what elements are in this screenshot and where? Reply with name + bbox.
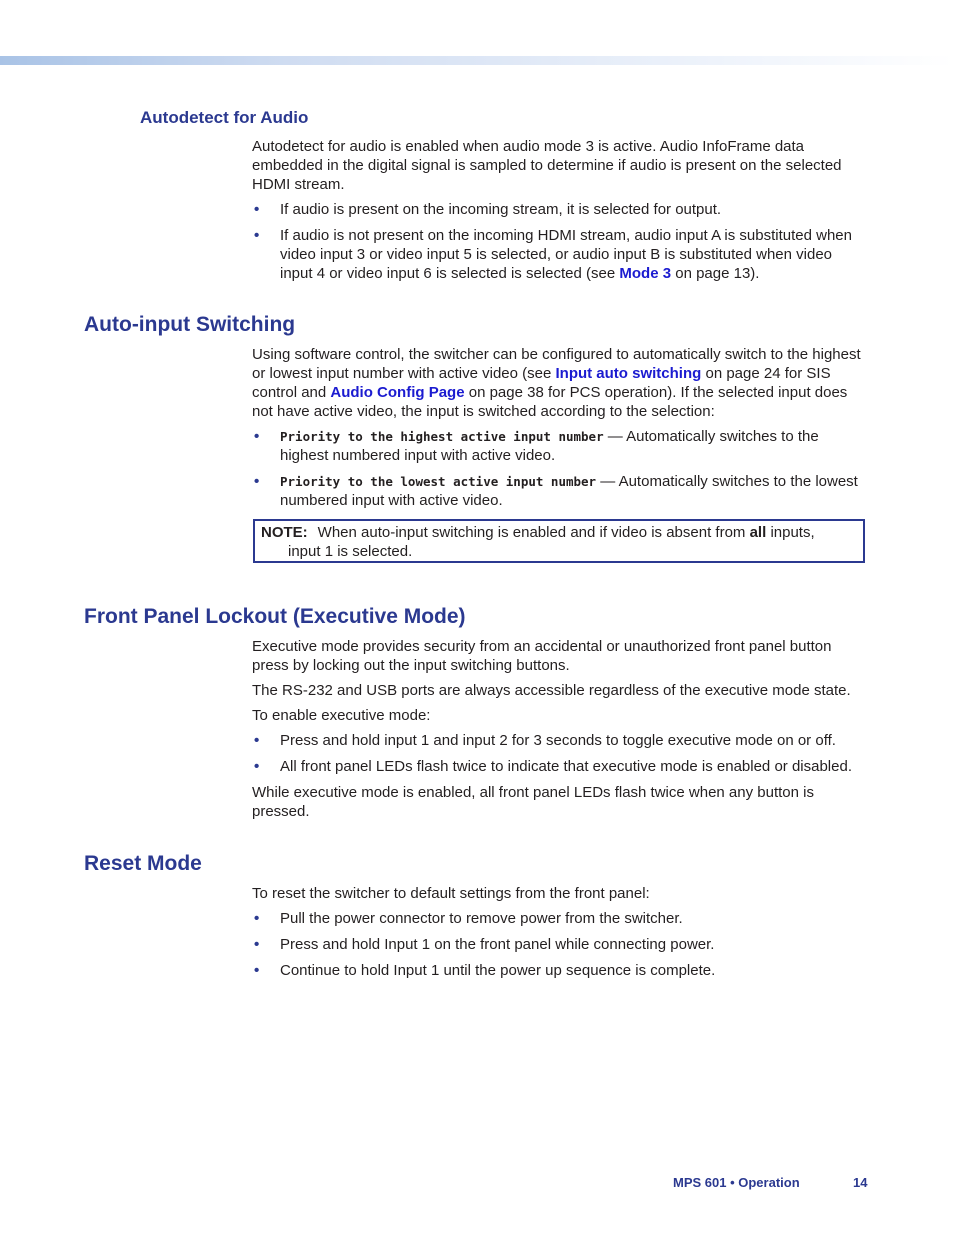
paragraph-text: on page 38 for PCS operation). If the selected input does not have active video, the input is switched according to the selection: (252, 384, 848, 420)
input-auto-switching-link[interactable]: Input auto switching (555, 365, 702, 382)
code-text: Priority to the highest active input number (280, 429, 604, 444)
bullet-icon: • (254, 936, 260, 953)
list-item-text: If audio is present on the incoming stream, it is selected for output. (280, 201, 722, 218)
note-box (253, 519, 865, 563)
bullet-icon: • (254, 428, 260, 445)
list-item (252, 731, 866, 750)
paragraph-text: on page 24 for SIS control and (252, 365, 831, 401)
list-item-text: Press and hold input 1 and input 2 for 3 seconds to toggle executive mode on or off. (280, 732, 836, 749)
bullet-list (252, 200, 866, 283)
bullet-icon: • (254, 910, 260, 927)
list-item (252, 935, 866, 954)
paragraph: To enable executive mode: (252, 707, 431, 724)
section-body-autodetect (252, 137, 866, 290)
footer-title: MPS 601 • Operation (673, 1175, 800, 1190)
audio-config-page-link[interactable]: Audio Config Page (330, 384, 465, 401)
list-item (252, 909, 866, 928)
list-item-text: — Automatically switches to the lowest numbered input with active video. (280, 473, 858, 509)
bullet-list (252, 427, 866, 510)
paragraph: While executive mode is enabled, all front panel LEDs flash twice when any button is pressed. (252, 784, 814, 820)
section-body-reset (252, 884, 866, 987)
list-item-text: Continue to hold Input 1 until the power up sequence is complete. (280, 962, 716, 979)
list-item (252, 472, 866, 510)
bullet-icon: • (254, 758, 260, 775)
list-item-tail: on page 13). (671, 265, 760, 282)
section-heading-autodetect: Autodetect for Audio (140, 108, 309, 127)
bullet-icon: • (254, 227, 260, 244)
section-heading-reset: Reset Mode (84, 852, 202, 875)
code-text: Priority to the lowest active input number (280, 474, 597, 489)
paragraph-text: Using software control, the switcher can be configured to automatically switch to the highest or lowest input number with active video (see (252, 346, 861, 382)
note-text: inputs, (766, 524, 815, 541)
list-item (252, 200, 866, 219)
bullet-list (252, 731, 866, 776)
section-body-lockout (252, 637, 866, 827)
paragraph: Executive mode provides security from an accidental or unauthorized front panel button press by locking out the input switching buttons. (252, 638, 832, 674)
paragraph: To reset the switcher to default settings from the front panel: (252, 885, 650, 902)
list-item (252, 961, 866, 980)
note-label: NOTE: (261, 524, 308, 541)
list-item-text: — Automatically switches to the highest numbered input with active video. (280, 428, 819, 464)
page-number: 14 (853, 1175, 868, 1190)
list-item-text: If audio is not present on the incoming HDMI stream, audio input A is substituted when video input 3 or video input 5 is selected, or audio input B is substituted when video input 4 or video input 6 is selected is selected (see (280, 227, 852, 282)
section-heading-auto-input: Auto-input Switching (84, 313, 296, 336)
note-text: When auto-input switching is enabled and if video is absent from (317, 524, 750, 541)
section-heading-lockout: Front Panel Lockout (Executive Mode) (84, 605, 466, 628)
paragraph: Autodetect for audio is enabled when audio mode 3 is active. Audio InfoFrame data embedded in the digital signal is sampled to determine if audio is present on the selected HDMI stream. (252, 138, 842, 193)
note-text-continued: input 1 is selected. (288, 543, 413, 560)
bullet-icon: • (254, 201, 260, 218)
bullet-list (252, 909, 866, 980)
note-emphasis: all (749, 524, 767, 541)
list-item (252, 427, 866, 465)
section-body-auto-input (252, 345, 866, 517)
list-item-text: Press and hold Input 1 on the front panel while connecting power. (280, 936, 715, 953)
list-item-text: Pull the power connector to remove power from the switcher. (280, 910, 683, 927)
mode3-link[interactable]: Mode 3 (619, 265, 672, 282)
paragraph: The RS-232 and USB ports are always accessible regardless of the executive mode state. (252, 682, 851, 699)
header-gradient-bar (0, 56, 954, 65)
list-item (252, 757, 866, 776)
list-item (252, 226, 866, 283)
bullet-icon: • (254, 962, 260, 979)
bullet-icon: • (254, 473, 260, 490)
list-item-text: All front panel LEDs flash twice to indicate that executive mode is enabled or disabled. (280, 758, 852, 775)
paragraph (252, 345, 866, 421)
bullet-icon: • (254, 732, 260, 749)
